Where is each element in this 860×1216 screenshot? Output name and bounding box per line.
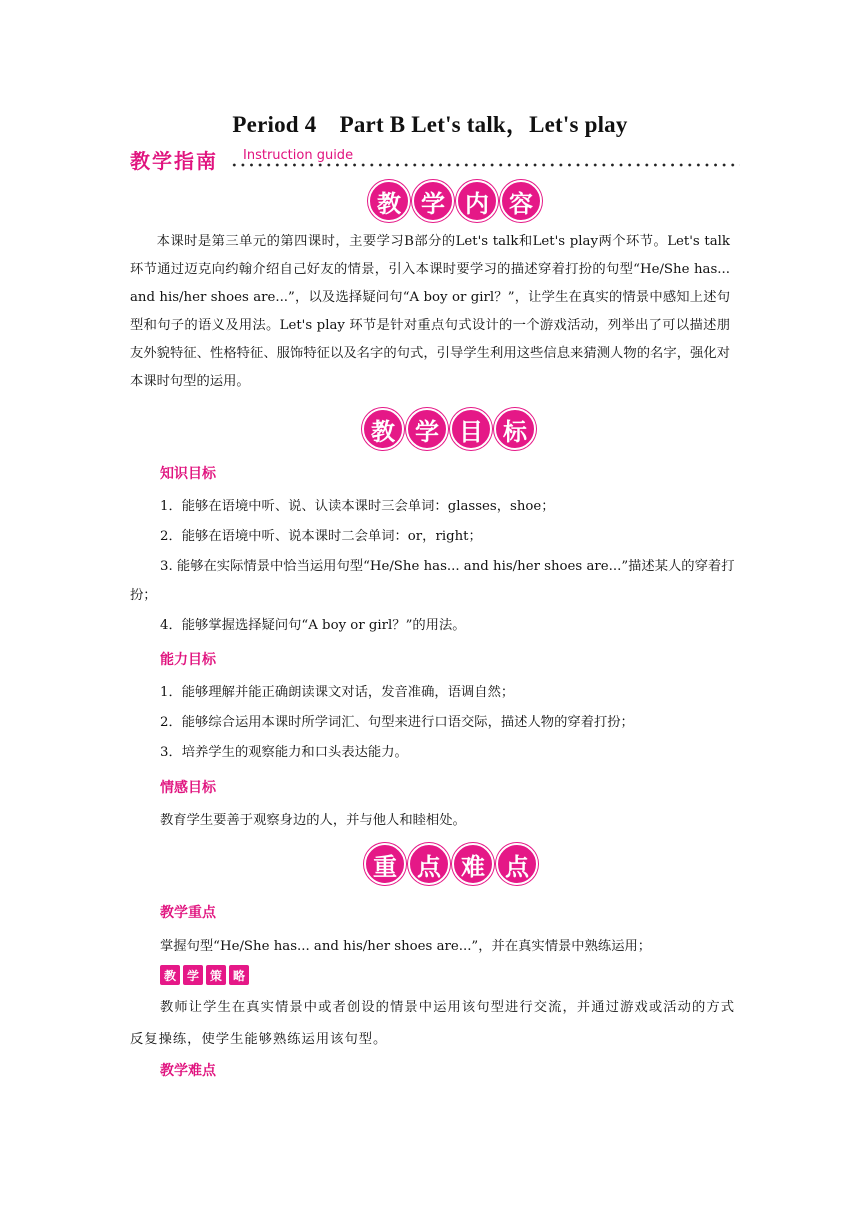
strategy-char: 教 bbox=[160, 965, 180, 985]
badge-char: 教 bbox=[368, 180, 410, 222]
badge-char: 教 bbox=[362, 408, 404, 450]
badge-char: 标 bbox=[494, 408, 536, 450]
knowledge-goals-heading: 知识目标 bbox=[160, 466, 216, 482]
badge-key-difficult-points bbox=[364, 843, 538, 885]
knowledge-item: 2．能够在语境中听、说本课时二会单词：or，right； bbox=[160, 529, 482, 544]
guide-title-en: Instruction guide bbox=[243, 148, 354, 163]
instruction-guide-banner bbox=[130, 145, 740, 175]
badge-char: 学 bbox=[412, 180, 454, 222]
difficulty-heading: 教学难点 bbox=[160, 1063, 216, 1079]
guide-title-cn: 教学指南 bbox=[130, 149, 218, 173]
strategy-text: 教师让学生在真实情景中或者创设的情景中运用该句型进行交流，并通过游戏或活动的方式反复操练，使学生能够熟练运用该句型。 bbox=[130, 1000, 735, 1047]
badge-char: 难 bbox=[452, 843, 494, 885]
ability-goals-heading: 能力目标 bbox=[160, 652, 216, 668]
key-point-text: 掌握句型“He/She has... and his/her shoes are...”，并在真实情景中熟练运用； bbox=[160, 939, 652, 954]
badge-char: 目 bbox=[450, 408, 492, 450]
ability-item: 3．培养学生的观察能力和口头表达能力。 bbox=[160, 745, 408, 760]
badge-char: 容 bbox=[500, 180, 542, 222]
badge-char: 重 bbox=[364, 843, 406, 885]
strategy-label bbox=[160, 965, 249, 985]
page-title: Period 4 Part B Let's talk，Let's play bbox=[232, 112, 628, 137]
emotion-goals-heading: 情感目标 bbox=[160, 780, 216, 796]
ability-item: 2．能够综合运用本课时所学词汇、句型来进行口语交际，描述人物的穿着打扮； bbox=[160, 715, 634, 730]
knowledge-item: 1．能够在语境中听、说、认读本课时三会单词：glasses，shoe； bbox=[160, 499, 555, 514]
emotion-text: 教育学生要善于观察身边的人，并与他人和睦相处。 bbox=[160, 813, 466, 828]
content-paragraph: 本课时是第三单元的第四课时，主要学习B部分的Let's talk和Let's play两个环节。Let's talk 环节通过迈克向约翰介绍自己好友的情景，引入本课时要学习的描述穿着打扮的句型“He/She has... and his/her shoes are...”，以及选择疑问句“A boy or girl？”，让学生在真实的情景中感知上述句型和句子的语义及用法。Let's play 环节是针对重点句式设计的一个游戏活动，列举出了可以描述朋友外貌特征、性格特征、服饰特征以及名字的句式，引导学生利用这些信息来猜测人物的名字，强化对本课时句型的运用。 bbox=[130, 234, 730, 389]
knowledge-item: 4．能够掌握选择疑问句“A boy or girl？”的用法。 bbox=[160, 618, 466, 633]
badge-char: 点 bbox=[496, 843, 538, 885]
strategy-char: 略 bbox=[229, 965, 249, 985]
key-point-heading: 教学重点 bbox=[160, 905, 216, 921]
ability-item: 1．能够理解并能正确朗读课文对话，发音准确，语调自然； bbox=[160, 685, 515, 700]
badge-teaching-content bbox=[368, 180, 542, 222]
badge-char: 点 bbox=[408, 843, 450, 885]
strategy-char: 策 bbox=[206, 965, 226, 985]
badge-char: 内 bbox=[456, 180, 498, 222]
dotted-divider bbox=[230, 163, 740, 167]
strategy-char: 学 bbox=[183, 965, 203, 985]
badge-char: 学 bbox=[406, 408, 448, 450]
knowledge-item: 3. 能够在实际情景中恰当运用句型“He/She has... and his/her shoes are...”描述某人的穿着打扮； bbox=[130, 559, 735, 603]
badge-teaching-goals bbox=[362, 408, 536, 450]
